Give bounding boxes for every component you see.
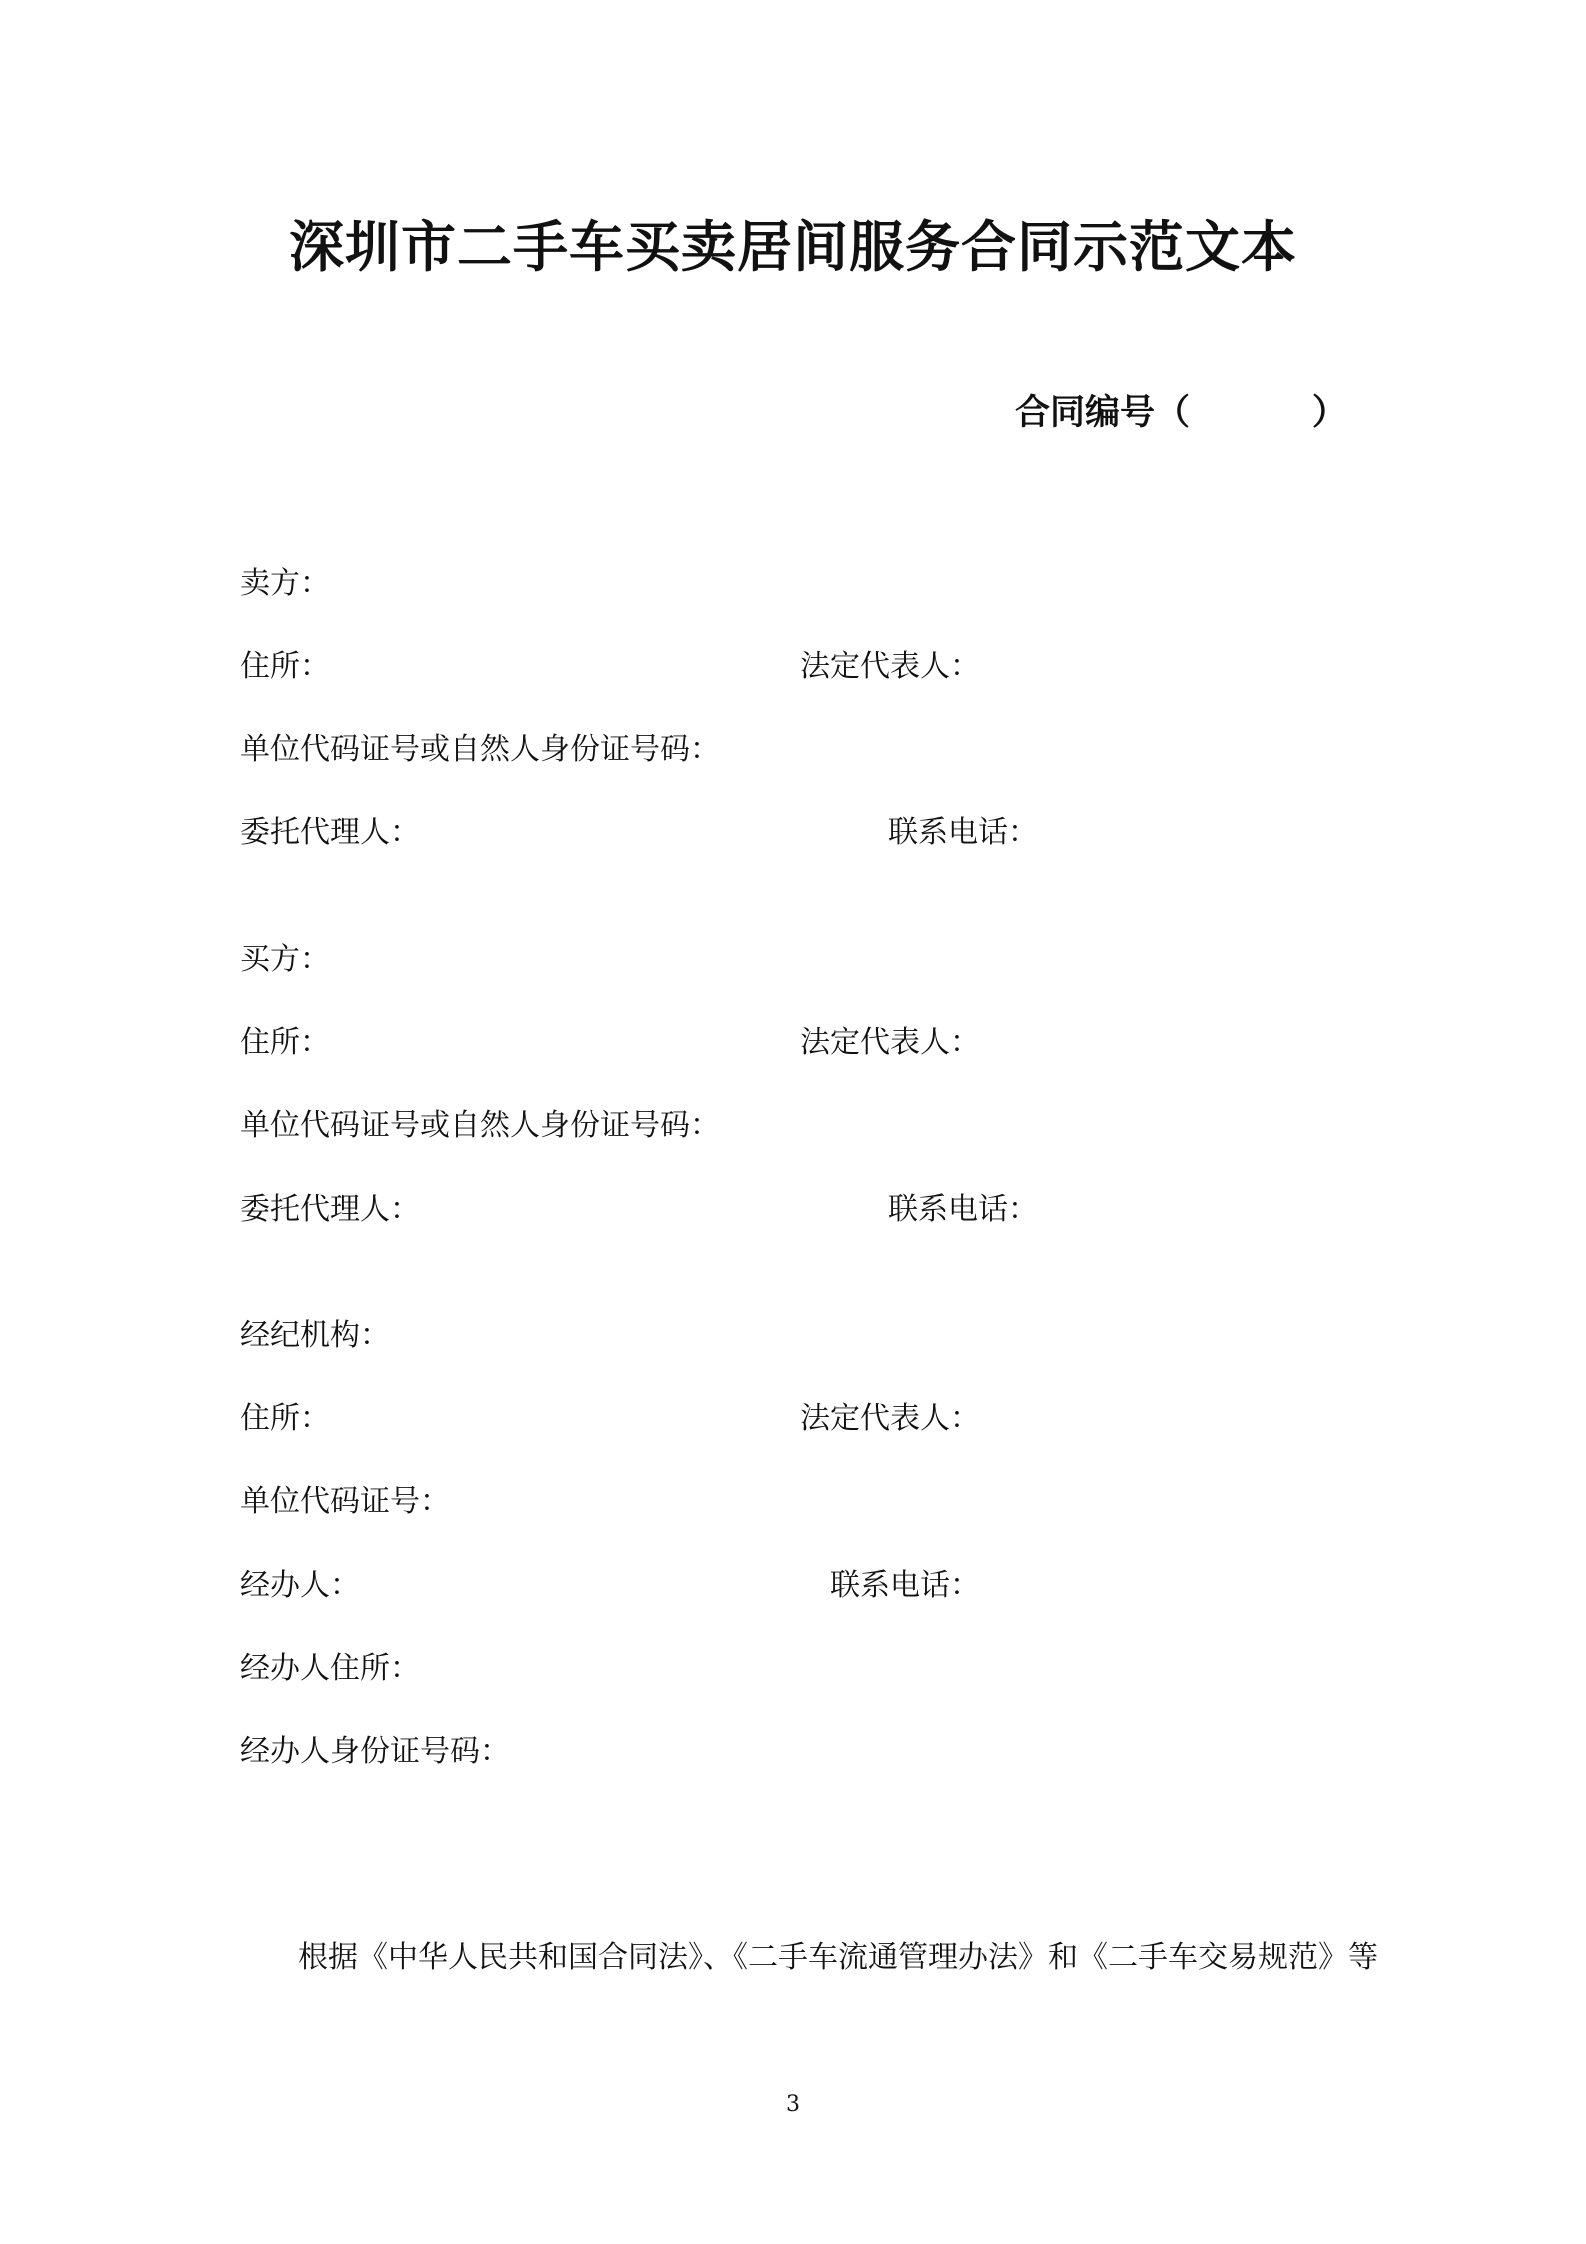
broker-code-label: 单位代码证号：	[240, 1484, 450, 1519]
intro-paragraph: 根据《中华人民共和国合同法》、《二手车流通管理办法》和《二手车交易规范》等	[298, 1940, 1378, 1975]
seller-phone-label: 联系电话：	[888, 815, 1038, 850]
broker-phone-label: 联系电话：	[830, 1568, 980, 1603]
seller-id-label: 单位代码证号或自然人身份证号码：	[240, 732, 720, 767]
buyer-phone-label: 联系电话：	[888, 1192, 1038, 1227]
buyer-label: 买方：	[240, 942, 330, 977]
broker-label: 经纪机构：	[240, 1318, 390, 1353]
broker-handler-address-label: 经办人住所：	[240, 1651, 420, 1686]
seller-address-label: 住所：	[240, 649, 330, 684]
buyer-legal-rep-label: 法定代表人：	[800, 1025, 980, 1060]
seller-label: 卖方：	[240, 566, 330, 601]
seller-legal-rep-label: 法定代表人：	[800, 649, 980, 684]
broker-legal-rep-label: 法定代表人：	[800, 1401, 980, 1436]
buyer-id-label: 单位代码证号或自然人身份证号码：	[240, 1108, 720, 1143]
broker-handler-label: 经办人：	[240, 1568, 360, 1603]
document-title: 深圳市二手车买卖居间服务合同示范文本	[288, 215, 1297, 279]
broker-handler-id-label: 经办人身份证号码：	[240, 1734, 510, 1769]
broker-address-label: 住所：	[240, 1401, 330, 1436]
buyer-address-label: 住所：	[240, 1025, 330, 1060]
contract-number-label: 合同编号（ ）	[1015, 393, 1347, 433]
seller-agent-label: 委托代理人：	[240, 815, 420, 850]
page-number: 3	[786, 2092, 800, 2117]
buyer-agent-label: 委托代理人：	[240, 1192, 420, 1227]
